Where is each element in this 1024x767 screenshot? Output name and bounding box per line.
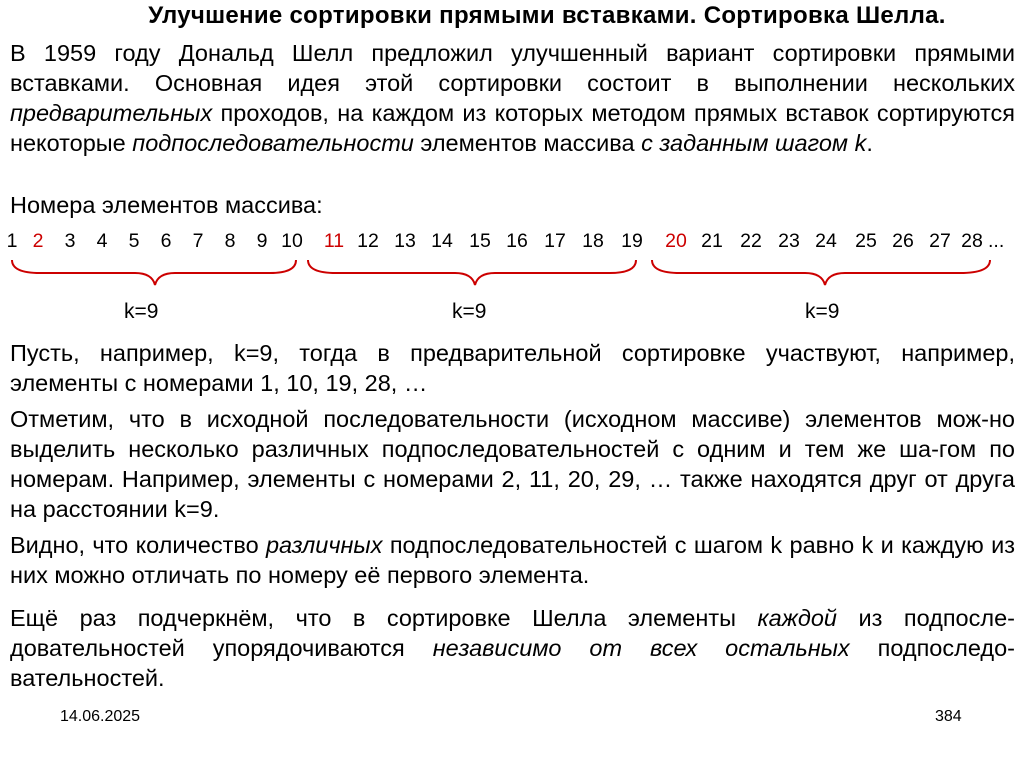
array-index-14: 14: [431, 230, 453, 252]
intro-text-2: проходов, на каждом из которых методом прямых вставок сортируются некоторые: [10, 100, 1015, 156]
para5-text-1: Ещё раз подчеркнём, что в сортировке Шелла элементы: [10, 605, 758, 631]
array-index-9: 9: [256, 230, 268, 252]
k-label-2: k=9: [452, 300, 487, 323]
array-index-11: 11: [323, 230, 345, 252]
array-index-1: 1: [6, 230, 18, 252]
para5-italic-2: независимо от всех остальных: [432, 635, 850, 661]
para5-italic-1: каждой: [757, 605, 837, 631]
array-index-25: 25: [855, 230, 877, 252]
array-index-16: 16: [506, 230, 528, 252]
array-index-24: 24: [815, 230, 837, 252]
intro-text-1: В 1959 году Дональд Шелл предложил улучшенный вариант сортировки прямыми вставками. Основная идея этой сортировки состоит в выполнении нескольких: [10, 40, 1015, 96]
array-index-17: 17: [544, 230, 566, 252]
slide-title: Улучшение сортировки прямыми вставками. Сортировка Шелла.: [148, 2, 946, 29]
intro-italic-2: подпоследовательности: [132, 130, 414, 156]
paragraph-subsequences: Отметим, что в исходной последовательности (исходном массиве) элементов мож-но выделить несколько различных подпоследовательностей с одним и тем же ша-гом по номерам. Например, элементы с номерами 2, 11, 20, 29, … также находятся друг от друга на расстоянии k=9.: [10, 406, 1015, 522]
array-index-13: 13: [394, 230, 416, 252]
para4-text-2: подпоследовательностей с шагом k равно k и каждую из них можно отличать по номеру её первого элемента.: [10, 532, 1015, 588]
array-index-3: 3: [64, 230, 76, 252]
array-index-19: 19: [621, 230, 643, 252]
intro-italic-1: предварительных: [10, 100, 213, 126]
array-index-2: 2: [32, 230, 44, 252]
array-index-6: 6: [160, 230, 172, 252]
brace-2: [308, 260, 636, 285]
array-index-5: 5: [128, 230, 140, 252]
array-index-8: 8: [224, 230, 236, 252]
array-index-21: 21: [701, 230, 723, 252]
intro-text-3: элементов массива: [413, 130, 642, 156]
numbers-label: Номера элементов массива:: [10, 192, 323, 218]
para5-text-2: из подпосле-довательностей упорядочиваются: [10, 605, 1015, 661]
intro-italic-3: с заданным шагом k: [641, 130, 867, 156]
array-index-15: 15: [469, 230, 491, 252]
array-index-20: 20: [665, 230, 687, 252]
brace-1: [12, 260, 296, 285]
array-index-4: 4: [96, 230, 108, 252]
subsequence-braces: [0, 255, 1024, 300]
intro-paragraph: [10, 38, 1015, 158]
k-label-1: k=9: [124, 300, 159, 323]
footer-page-number: 384: [935, 708, 962, 725]
array-index-27: 27: [929, 230, 951, 252]
brace-3: [652, 260, 990, 285]
k-label-3: k=9: [805, 300, 840, 323]
paragraph-example: Пусть, например, k=9, тогда в предварительной сортировке участвуют, например, элементы с номерами 1, 10, 19, 28, …: [10, 340, 1015, 396]
array-index-28: 28: [961, 230, 983, 252]
array-index-10: 10: [281, 230, 303, 252]
array-index-26: 26: [892, 230, 914, 252]
paragraph-count: [10, 530, 1015, 590]
array-index-22: 22: [740, 230, 762, 252]
array-index-7: 7: [192, 230, 204, 252]
array-index-12: 12: [357, 230, 379, 252]
paragraph-emphasis: [10, 603, 1015, 693]
footer-date: 14.06.2025: [60, 708, 141, 725]
array-index-ellipsis: ...: [988, 230, 1005, 252]
array-index-23: 23: [778, 230, 800, 252]
para4-text-1: Видно, что количество: [10, 532, 266, 558]
array-index-18: 18: [582, 230, 604, 252]
para5-text-3: подпоследо-вательностей.: [10, 635, 1016, 691]
intro-text-4: .: [866, 130, 873, 156]
para4-italic-1: различных: [265, 532, 383, 558]
